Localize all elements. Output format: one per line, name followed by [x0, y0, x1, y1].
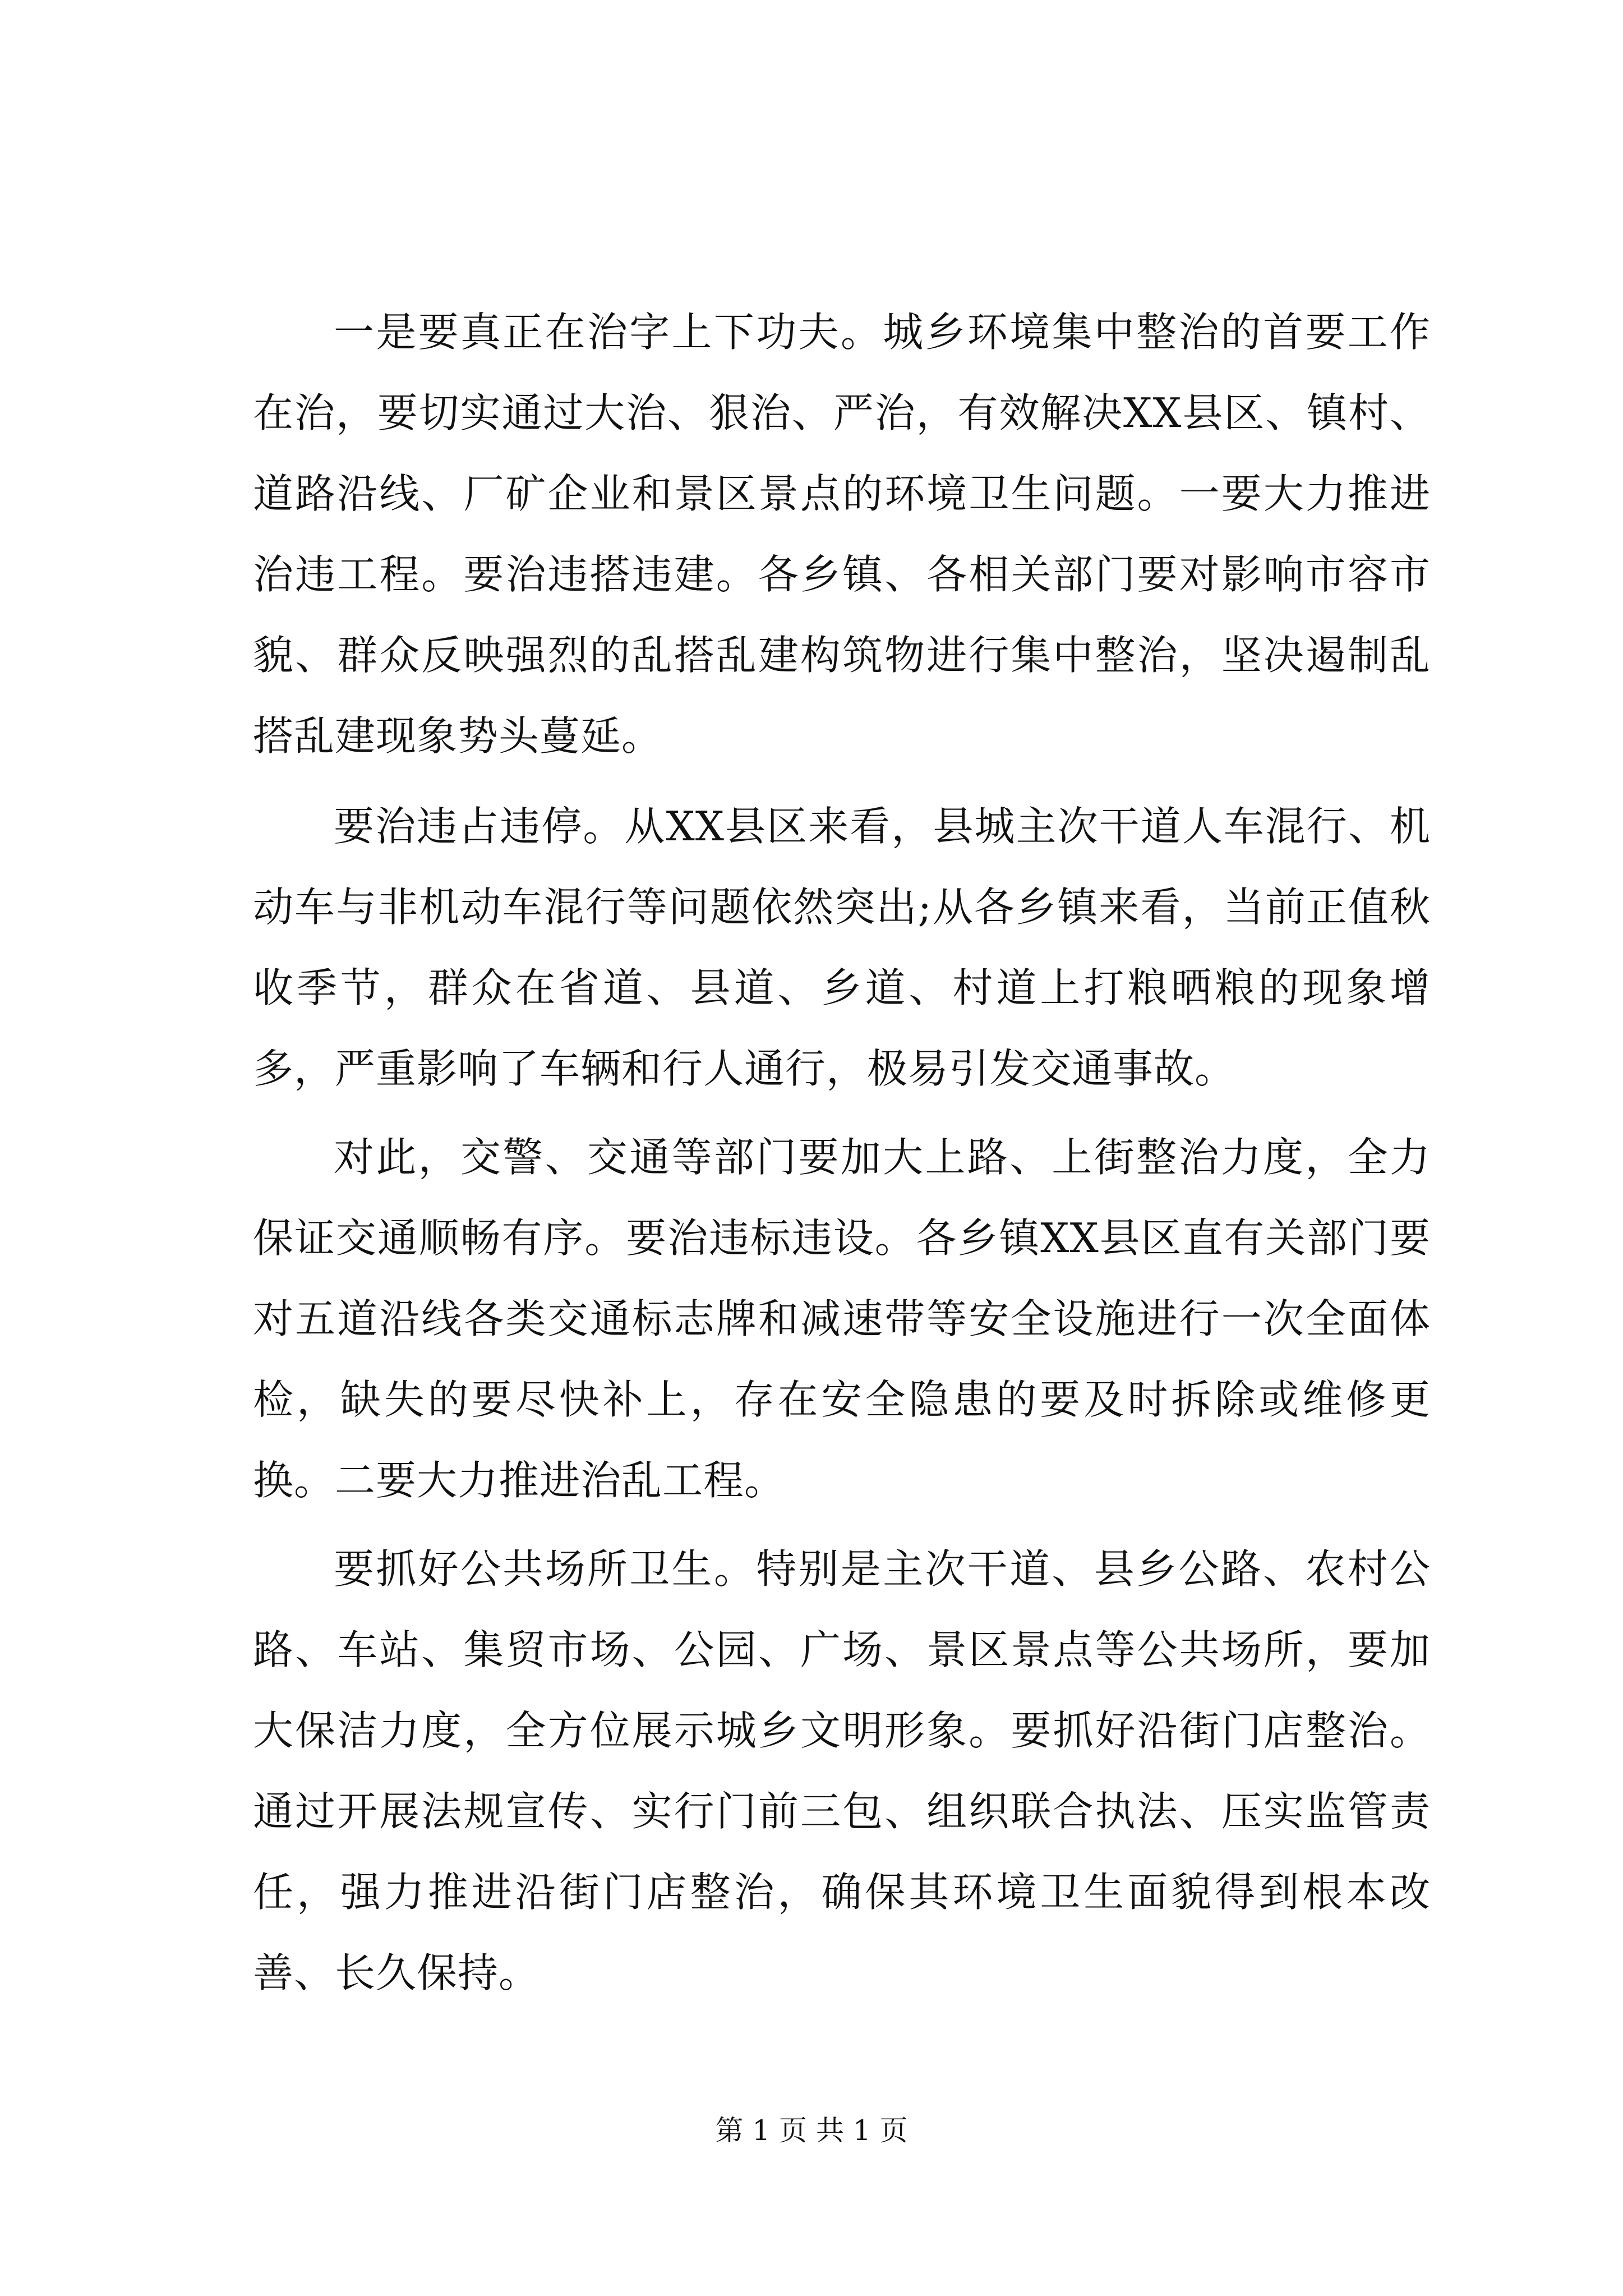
paragraph-4: 要抓好公共场所卫生。特别是主次干道、县乡公路、农村公路、车站、集贸市场、公园、广场、景区景点等公共场所，要加大保洁力度，全方位展示城乡文明形象。要抓好沿街门店整治。通过开展法规宣传、实行门前三包、组织联合执法、压实监管责任，强力推进沿街门店整治，确保其环境卫生面貌得到根本改善、长久保持。 [253, 1545, 1431, 1996]
page-footer [0, 2114, 1623, 2147]
document-body [253, 292, 1431, 2013]
paragraph-2: 要治违占违停。从XX县区来看，县城主次干道人车混行、机动车与非机动车混行等问题依然突出;从各乡镇来看，当前正值秋收季节，群众在省道、县道、乡道、村道上打粮晒粮的现象增多，严重影响了车辆和行人通行，极易引发交通事故。 [253, 803, 1431, 1092]
paragraph-1: 一是要真正在治字上下功夫。城乡环境集中整治的首要工作在治，要切实通过大治、狠治、严治，有效解决XX县区、镇村、道路沿线、厂矿企业和景区景点的环境卫生问题。一要大力推进治违工程。要治违搭违建。各乡镇、各相关部门要对影响市容市貌、群众反映强烈的乱搭乱建构筑物进行集中整治，坚决遏制乱搭乱建现象势头蔓延。 [253, 309, 1431, 760]
page-number-label: 第 1 页 共 1 页 [715, 2114, 908, 2147]
paragraph-3: 对此，交警、交通等部门要加大上路、上街整治力度，全力保证交通顺畅有序。要治违标违设。各乡镇XX县区直有关部门要对五道沿线各类交通标志牌和减速带等安全设施进行一次全面体检，缺失的要尽快补上，存在安全隐患的要及时拆除或维修更换。二要大力推进治乱工程。 [253, 1134, 1431, 1504]
